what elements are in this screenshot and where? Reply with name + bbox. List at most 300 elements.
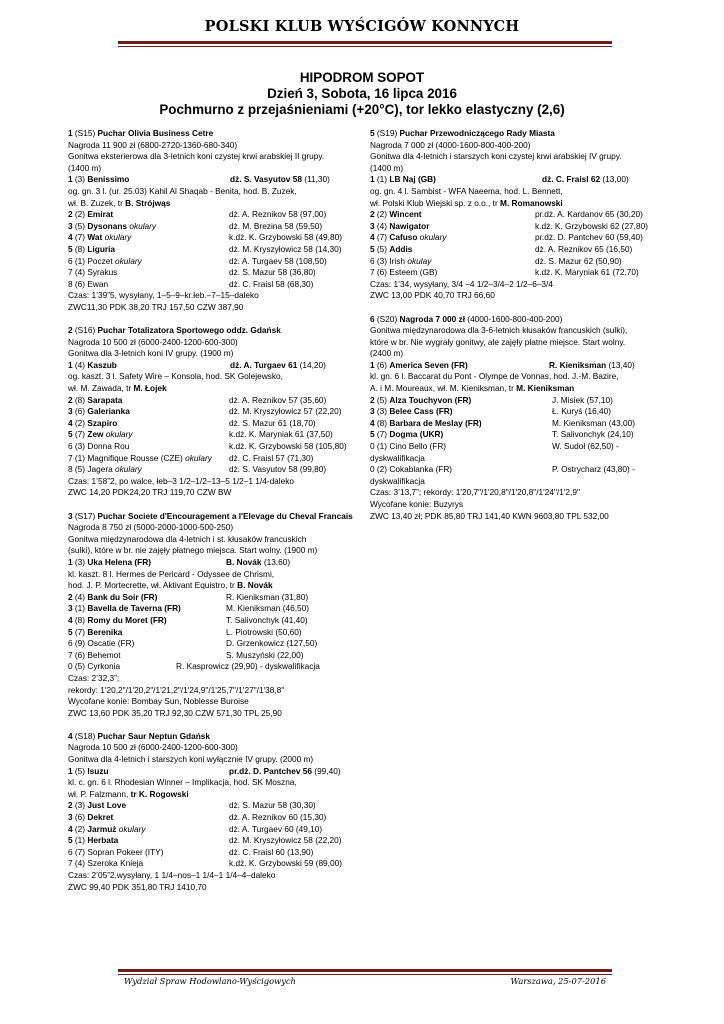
jockey-cell [229, 279, 313, 291]
text-segment: okulary [185, 452, 212, 463]
horse-cell [68, 812, 113, 824]
text-segment: Nawigator [389, 220, 430, 231]
jockey-cell [230, 174, 330, 186]
text-segment: okulary [127, 220, 157, 231]
horse-cell [68, 592, 157, 604]
horse-cell [68, 221, 156, 233]
text-segment: (3) [376, 406, 390, 417]
text-segment: dż. S. Mazur 58 (36,80) [229, 267, 316, 278]
race-summary-line: Czas: 1’34, wysyłany, 3/4 –4 1/2–3/4–2 1/2–6–3/4 [370, 278, 553, 289]
horse-cell [68, 244, 115, 256]
text-segment: Kaszub [87, 359, 117, 370]
text-segment: okulary [116, 823, 146, 834]
result-row [68, 244, 364, 256]
horse-cell [68, 638, 134, 650]
text-segment: 1 [370, 174, 377, 185]
text-segment: D. Grzenkowicz (127,50) [226, 638, 318, 649]
text-segment: Cafuso [389, 232, 418, 243]
result-row [370, 429, 670, 441]
jockey-cell [230, 360, 326, 372]
result-row [370, 232, 670, 244]
jockey-cell [229, 232, 342, 244]
race-title [68, 128, 364, 140]
text-segment: 7 (4) Syrakus [68, 267, 118, 278]
race-title [68, 511, 364, 523]
text-segment: 5 [370, 128, 377, 138]
horse-cell [370, 464, 452, 476]
text-segment: P. Ostrycharz (43,80) - [552, 464, 635, 475]
text-segment: Zew [87, 429, 104, 440]
jockey-cell [229, 256, 327, 268]
result-row [370, 221, 670, 233]
result-row [370, 256, 670, 268]
text-segment: M. Romanowski [500, 197, 563, 208]
horse-cell [68, 267, 117, 279]
text-segment: 5 [68, 835, 75, 846]
text-segment: okulary [103, 429, 133, 440]
text-segment: (4000-1600-800-400-200) [465, 313, 563, 324]
horse-cell [370, 244, 412, 256]
pedigree-line [68, 580, 364, 592]
text-segment: 7 (1) Magnifique Rousse (CZE) [68, 452, 186, 463]
text-segment: 0 (5) Cyrkonia [68, 661, 121, 672]
jockey-cell [226, 557, 290, 569]
text-segment: wł. M. Zawada, tr [68, 383, 134, 394]
text-segment: B. Strójwąs [125, 197, 171, 208]
horse-cell [68, 418, 117, 430]
text-segment: (5) [74, 220, 88, 231]
text-segment: 1 [68, 359, 75, 370]
text-segment: (99,40) [312, 765, 341, 776]
horse-cell [370, 429, 443, 441]
result-row [68, 395, 364, 407]
text-segment: 2 [370, 209, 377, 220]
text-segment: M. Kieniksman (46,50) [226, 603, 310, 614]
winner-row [370, 174, 670, 186]
horse-cell [370, 476, 425, 488]
text-segment: (S16) [74, 325, 98, 336]
result-row [68, 232, 364, 244]
text-segment: 2 [68, 591, 75, 602]
text-segment: (4) [74, 591, 88, 602]
text-segment: Szapiro [87, 417, 118, 428]
race-info-line: Nagroda 7 000 zł (4000-1600-800-400-200) [370, 139, 531, 150]
text-segment: America Seven (FR) [389, 359, 468, 370]
text-segment: dż. A. Turgaev 58 (108,50) [229, 255, 327, 266]
text-segment: A. i M. Moureaux, wł. M. Kieniksman, tr [370, 383, 517, 394]
text-segment: 2 [370, 394, 377, 405]
race-summary-line: ZWC 14,20 PDK24,20 TRJ 119,70 CZW BW [68, 487, 232, 498]
race-summary-line: Czas: 1’58”2, po walce, łeb–3 1/2–1/2–13–5 1/2–1 1/4-daleko [68, 475, 295, 486]
race-title [68, 325, 364, 337]
horse-cell [370, 209, 422, 221]
race-summary-line: Czas: 2’05”2,wysyłany, 1 1/4–nos–1 1/4–1 1/4–4–daleko [68, 870, 276, 880]
jockey-cell [552, 395, 613, 407]
text-segment: 1 [370, 359, 377, 370]
text-segment: Berenika [87, 626, 123, 637]
result-row [370, 406, 670, 418]
horse-cell [68, 627, 122, 639]
text-segment: dż. S. Mazur 61 (18,70) [229, 417, 316, 428]
text-segment: kl. gn. 6 l. Baccarat du Pont - Olympe de Vonnas, hod. J.-M. Bazire, [370, 371, 619, 382]
race-info-line: Nagroda 11 900 zł (6800-2720-1360-680-340) [68, 139, 238, 150]
text-segment: tr K. Rogowski [130, 788, 189, 799]
jockey-cell [552, 464, 635, 476]
race-info-line: Gonitwa eksterierowa dla 3-letnich koni czystej krwi arabskiej II grupy. [68, 151, 325, 162]
race-title [68, 731, 364, 743]
text-segment: (1) [74, 603, 88, 614]
jockey-cell [229, 429, 333, 441]
horse-cell [370, 174, 436, 186]
text-segment: Dogma (UKR) [389, 429, 444, 440]
race-summary-line: ZWC 13,00 PDK 40,70 TRJ 66,60 [370, 290, 495, 301]
text-segment: (S20) [376, 313, 400, 324]
text-segment: (5) [74, 765, 88, 776]
text-segment: 3 [68, 510, 75, 521]
text-segment: 1 [68, 174, 75, 185]
horse-cell [370, 418, 482, 430]
race-info-line: (1400 m) [68, 162, 102, 173]
text-segment: 6 (3) Irish [370, 255, 408, 266]
text-segment: 4 [68, 232, 75, 243]
text-segment: (2) [74, 823, 88, 834]
text-segment: Galerianka [87, 406, 130, 417]
result-row [68, 406, 364, 418]
horse-cell [68, 835, 118, 847]
pedigree-line [68, 186, 364, 198]
jockey-cell [229, 209, 326, 221]
text-segment: (3) [74, 800, 88, 811]
text-segment: 7 (6) Esteem (GB) [370, 267, 438, 278]
race-info-line: Nagroda 8 750 zł (5000-2000-1000-500-250) [68, 522, 234, 533]
result-row [68, 441, 364, 453]
text-segment: dż. M. Kryszyłowicz 58 (22,20) [229, 835, 342, 846]
text-segment: okulary [115, 255, 142, 266]
text-segment: dż. A. Reznikov 65 (16,50) [535, 243, 633, 254]
race-info-line: Gonitwa międzynarodowa dla 4-letnich i st. kłusaków francuskich [68, 533, 307, 544]
text-segment: L. Piotrowski (50,60) [226, 626, 302, 637]
text-segment: dż. A. Turgaev 60 (49,10) [229, 823, 323, 834]
text-segment: R. Kasprowicz (29,90) - dyskwalifikacja [176, 661, 320, 672]
right-column [370, 128, 670, 522]
horse-cell [68, 615, 167, 627]
text-segment: T. Salivonchyk (41,40) [226, 614, 308, 625]
text-segment: (2) [74, 417, 88, 428]
text-segment: 4 [68, 823, 75, 834]
horse-cell [370, 256, 431, 268]
jockey-cell [229, 406, 342, 418]
race-summary-line: ZWC 99,40 PDK 351,80 TRJ 1410,70 [68, 881, 207, 892]
race-info-line: (1400 m) [370, 162, 404, 173]
text-segment: pr.dż. D. Pantchev 60 (59,40) [535, 232, 643, 243]
text-segment: Bavella de Taverna (FR) [87, 603, 181, 614]
jockey-cell [226, 615, 308, 627]
text-segment: Isuzu [87, 765, 109, 776]
text-segment: og. gn. 4 l. Sambist - WFA Naeema, hod. L. Bennett, [370, 185, 563, 196]
text-segment: (2) [74, 209, 88, 220]
horse-cell [68, 441, 129, 453]
result-row [68, 800, 364, 812]
jockey-cell [552, 441, 619, 453]
race-info-line: które w br. Nie wygrały gonitwy, ale zajęły płatne miejsce. Start wolny. [370, 336, 626, 347]
jockey-cell [226, 592, 308, 604]
horse-cell [68, 256, 142, 268]
pedigree-line [68, 383, 364, 395]
jockey-cell [535, 267, 639, 279]
header-rule-thin [118, 46, 612, 47]
text-segment: W. Sudoł (62,50) - [552, 441, 619, 452]
text-segment: (7) [74, 429, 88, 440]
jockey-cell [229, 244, 342, 256]
text-segment: (7) [376, 429, 390, 440]
text-segment: (6) [376, 359, 390, 370]
text-segment: S. Muszyński (22,00) [226, 649, 304, 660]
horse-cell [370, 441, 446, 453]
text-segment: 5 [68, 626, 75, 637]
race-summary-line: Wycofane konie: Bombay Sun, Noblesse Buroise [68, 696, 249, 707]
footer-date: Warszawa, 25-07-2016 [510, 976, 606, 986]
text-segment: Ł. Kuryś (16,40) [552, 406, 612, 417]
text-segment: Jarmuż [87, 823, 117, 834]
text-segment: 2 [68, 325, 75, 336]
race-title [370, 314, 670, 326]
text-segment: Uka Helena (FR) [87, 556, 151, 567]
text-segment: (5) [376, 243, 390, 254]
day-title: Dzień 3, Sobota, 16 lipca 2016 [267, 86, 457, 101]
text-segment: 1 [68, 765, 75, 776]
jockey-cell [552, 429, 634, 441]
text-segment: k.dż. K. Grzybowski 58 (105,80) [229, 441, 347, 452]
result-row [68, 256, 364, 268]
text-segment: wł. B. Zuzek, tr [68, 197, 126, 208]
text-segment: okulay [407, 255, 432, 266]
text-segment: Liguria [87, 243, 116, 254]
text-segment: dż. S. Vasyutov 58 (99,80) [229, 464, 327, 475]
race-info-line: Nagroda 10 500 zł (6000-2400-1200-600-300) [68, 336, 238, 347]
horse-cell [370, 406, 453, 418]
text-segment: pr.dż. D. Pantchev 56 [229, 765, 312, 776]
text-segment: kl. c. gn. 6 l. Rhodesian Winner – Implikacja, hod. SK Moszna, [68, 777, 297, 788]
text-segment: 6 (7) Sopran Pokeer (ITY) [68, 846, 164, 857]
horse-cell [68, 557, 151, 569]
text-segment: wł. P. Falzmann, [68, 788, 131, 799]
result-row [68, 603, 364, 615]
text-segment: 6 (3) Donna Rou [68, 441, 130, 452]
text-segment: Dysonans [87, 220, 128, 231]
text-segment: hod. J. P. Mortecrette, wł. Aktivant Equistro, tr [68, 580, 238, 591]
race-title [370, 128, 670, 140]
jockey-cell [552, 406, 611, 418]
text-segment: 2 [68, 209, 75, 220]
text-segment: 6 (1) Poczet [68, 255, 116, 266]
text-segment: (4) [74, 359, 88, 370]
result-row [370, 209, 670, 221]
text-segment: 3 [68, 220, 75, 231]
text-segment: (1) [376, 174, 390, 185]
jockey-cell [535, 232, 643, 244]
horse-cell [68, 453, 212, 465]
pedigree-line [68, 569, 364, 581]
winner-row [68, 557, 364, 569]
pedigree-line [370, 383, 670, 395]
winner-row [370, 360, 670, 372]
jockey-cell [226, 650, 303, 662]
text-segment: (13,00) [600, 174, 629, 185]
horse-cell [68, 279, 108, 291]
jockey-cell [229, 418, 316, 430]
text-segment: (3) [74, 174, 88, 185]
text-segment: (6) [74, 406, 88, 417]
race-info-line: Gonitwa dla 3-letnich koni IV grupy. (1900 m) [68, 348, 234, 359]
text-segment: dż. A. Reznikov 58 (97,00) [229, 209, 327, 220]
text-segment: dż. S. Vasyutov 58 [230, 174, 302, 185]
text-segment: 2 [68, 800, 75, 811]
jockey-cell [549, 360, 635, 372]
text-segment: og. kaszt. 3 l. Safety Wire – Konsola, hod. SK Golejewsko, [68, 371, 283, 382]
horse-cell [68, 650, 121, 662]
horse-cell [370, 221, 429, 233]
text-segment: 0 (1) Cino Bello (FR) [370, 441, 447, 452]
text-segment: 1 [68, 556, 75, 567]
result-row [68, 221, 364, 233]
race-info-line: Gonitwa dla 4-letnich i starszych koni czystej krwi arabskiej IV grupy. [370, 151, 622, 162]
text-segment: M. Łojek [133, 383, 167, 394]
text-segment: R. Kieniksman [549, 359, 607, 370]
pedigree-line [370, 371, 670, 383]
horse-cell [68, 661, 120, 673]
text-segment: dż. A. Turgaev 61 [230, 359, 298, 370]
text-segment: dż. C. Fraisl 57 (71,30) [229, 452, 314, 463]
result-row [68, 592, 364, 604]
text-segment: 6 (9) Oscatie (FR) [68, 638, 135, 649]
horse-cell [68, 209, 113, 221]
jockey-cell [226, 638, 317, 650]
jockey-cell [176, 661, 320, 673]
text-segment: 4 [68, 730, 75, 741]
result-row [68, 267, 364, 279]
text-segment: (3) [74, 556, 88, 567]
horse-cell [68, 174, 129, 186]
race-info-line: Gonitwa międzynarodowa dla 3-6-letnich kłusaków francuskich (sulki), [370, 325, 628, 336]
text-segment: Just Love [87, 800, 127, 811]
race-summary-line: ZWC 13,40 zł; PDK 85,80 TRJ 141,40 KWN 9603,80 TPL 532,00 [370, 510, 609, 521]
text-segment: dż. M. Kryszyłowicz 57 (22,20) [229, 406, 342, 417]
result-row [68, 661, 364, 673]
text-segment: dż. A. Reznikov 60 (15,30) [229, 812, 327, 823]
text-segment: 3 [370, 406, 377, 417]
horse-cell [68, 395, 122, 407]
race-block [370, 314, 670, 523]
text-segment: 5 [68, 243, 75, 254]
text-segment: Nagroda 7 000 zł [399, 313, 465, 324]
text-segment: (S19) [376, 128, 400, 138]
text-segment: (13,60) [261, 556, 291, 567]
result-row [68, 650, 364, 662]
text-segment: Emirat [87, 209, 114, 220]
race-block [68, 511, 364, 720]
result-row [370, 395, 670, 407]
text-segment: (1) [74, 835, 88, 846]
horse-cell [68, 766, 109, 778]
footer-department: Wydział Spraw Hodowlano-Wyścigowych [124, 976, 296, 986]
text-segment: 5 [68, 429, 75, 440]
jockey-cell [229, 221, 322, 233]
jockey-cell [229, 267, 316, 279]
horse-cell [370, 360, 468, 372]
text-segment: (6) [74, 812, 88, 823]
text-segment: dyskwalifikacja [370, 452, 425, 463]
text-segment: Bank du Soir (FR) [87, 591, 158, 602]
horse-cell [68, 858, 143, 870]
text-segment: (S18) [74, 730, 98, 741]
result-row [68, 812, 364, 824]
text-segment: 1 [68, 128, 75, 138]
text-segment: 3 [68, 812, 75, 823]
venue-title: HIPODROM SOPOT [299, 70, 425, 85]
jockey-cell [229, 824, 322, 836]
result-row [68, 835, 364, 847]
jockey-cell [535, 221, 648, 233]
jockey-cell [535, 244, 632, 256]
text-segment: Puchar Przewodniczącego Rady Miasta [399, 128, 555, 138]
horse-cell [68, 232, 131, 244]
winner-row [68, 174, 364, 186]
text-segment: dż. S. Mazur 58 (30,30) [229, 800, 316, 811]
result-row [370, 476, 670, 488]
horse-cell [68, 603, 181, 615]
jockey-cell [552, 418, 635, 430]
text-segment: k.dż. K. Maryniak 61 (72,70) [535, 267, 639, 278]
club-title: POLSKI KLUB WYŚCIGÓW KONNYCH [204, 18, 520, 35]
race-summary-line: ZWC 13,60 PDK 35,20 TRJ 92,30 CZW 571,30 TPL 25,90 [68, 707, 282, 718]
result-row [68, 638, 364, 650]
text-segment: dż. A. Reznikov 57 (35,60) [229, 394, 327, 405]
text-segment: LB Naj (GB) [389, 174, 436, 185]
text-segment: M. Kieniksman (43,00) [552, 417, 636, 428]
header-rule-thick [118, 41, 612, 44]
result-row [68, 209, 364, 221]
jockey-cell [226, 627, 302, 639]
winner-row [68, 360, 364, 372]
text-segment: (11,30) [301, 174, 330, 185]
result-row [68, 418, 364, 430]
race-summary-line: Czas: 1’39”5, wysyłany, 1–5–9–kr.łeb.–7–15–daleko [68, 290, 259, 301]
text-segment: 5 [370, 243, 377, 254]
text-segment: (8) [74, 243, 88, 254]
text-segment: Belee Cass (FR) [389, 406, 453, 417]
race-summary-line: Czas: 2’32,3”; [68, 672, 120, 683]
text-segment: (2) [376, 209, 390, 220]
text-segment: dż. C. Fraisl 58 (68,30) [229, 278, 314, 289]
text-segment: Puchar Societe d'Encouragement a l'Elevage du Cheval Francais [97, 510, 353, 521]
text-segment: dż. C. Fraisl 60 (13,90) [229, 846, 314, 857]
text-segment: 6 [370, 313, 377, 324]
pedigree-line [68, 777, 364, 789]
text-segment: 8 (6) Ewan [68, 278, 109, 289]
text-segment: (5) [376, 394, 390, 405]
text-segment: 0 (2) Cokablanka (FR) [370, 464, 453, 475]
race-block [68, 128, 364, 314]
text-segment: Alza Touchyvon (FR) [389, 394, 472, 405]
text-segment: 2 [68, 394, 75, 405]
text-segment: 8 (5) Jagera [68, 464, 116, 475]
text-segment: (14,20) [297, 359, 326, 370]
text-segment: Herbata [87, 835, 119, 846]
text-segment: (13,40) [606, 359, 635, 370]
jockey-cell [229, 453, 313, 465]
text-segment: 3 [68, 603, 75, 614]
text-segment: (8) [74, 614, 88, 625]
